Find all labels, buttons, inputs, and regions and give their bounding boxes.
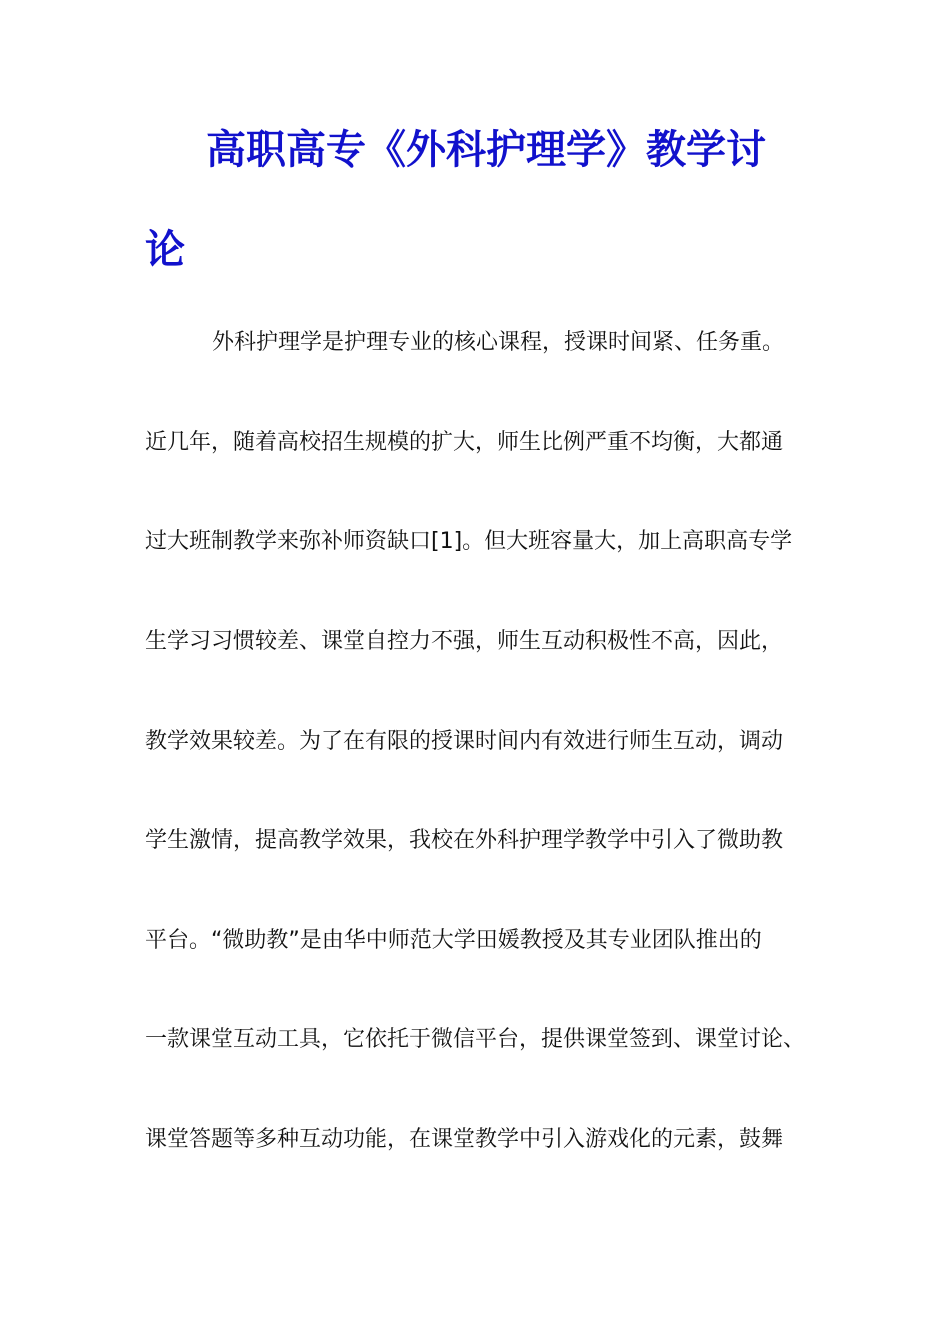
document-title-line-1: 高职高专《外科护理学》教学讨 bbox=[206, 126, 766, 173]
paragraph-line: 学生激情，提高教学效果，我校在外科护理学教学中引入了微助教 bbox=[145, 828, 784, 853]
paragraph-line: 一款课堂互动工具，它依托于微信平台，提供课堂签到、课堂讨论、 bbox=[145, 1027, 806, 1052]
paragraph-line: 外科护理学是护理专业的核心课程，授课时间紧、任务重。 bbox=[212, 330, 785, 355]
paragraph-line: 过大班制教学来弥补师资缺口[1]。但大班容量大，加上高职高专学 bbox=[145, 529, 793, 554]
paragraph-line: 教学效果较差。为了在有限的授课时间内有效进行师生互动，调动 bbox=[145, 729, 784, 754]
paragraph-line: 课堂答题等多种互动功能，在课堂教学中引入游戏化的元素，鼓舞 bbox=[145, 1127, 784, 1152]
document-title-line-2: 论 bbox=[145, 226, 185, 273]
paragraph-line: 生学习习惯较差、课堂自控力不强，师生互动积极性不高，因此， bbox=[145, 629, 784, 654]
paragraph-line: 近几年，随着高校招生规模的扩大，师生比例严重不均衡，大都通 bbox=[145, 430, 784, 455]
paragraph-line: 平台。“微助教”是由华中师范大学田媛教授及其专业团队推出的 bbox=[145, 928, 762, 953]
